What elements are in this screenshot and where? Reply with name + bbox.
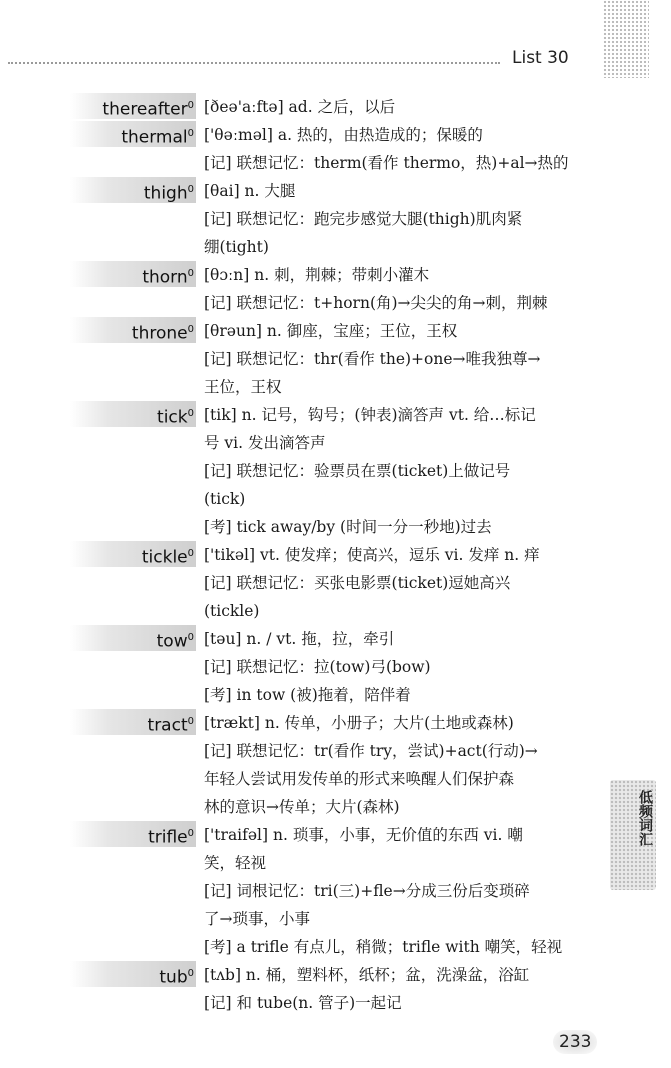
frequency-mark: 0: [187, 324, 194, 335]
headword: [132, 317, 194, 343]
entry-line: ['θəːməl] a. 热的，由热造成的；保暖的: [204, 126, 483, 144]
entry-body: [204, 93, 596, 121]
entry-line: [记] 联想记忆：验票员在票(ticket)上做记号: [204, 462, 511, 480]
headword: [144, 177, 194, 203]
entry-body: [204, 401, 596, 541]
entry-line: [记] 词根记忆：tri(三)+fle→分成三份后变琐碎: [204, 882, 530, 900]
entry-line: [θrəun] n. 御座，宝座；王位，王权: [204, 322, 458, 340]
entry-body: [204, 121, 596, 177]
entry-line: 笑，轻视: [204, 854, 267, 872]
frequency-mark: 0: [187, 632, 194, 643]
entry-line: 号 vi. 发出滴答声: [204, 434, 326, 452]
headword: [157, 401, 194, 427]
entry-line: [记] 联想记忆：买张电影票(ticket)逗她高兴: [204, 574, 511, 592]
entry-tow: [0, 625, 671, 709]
frequency-mark: 0: [187, 100, 194, 111]
entry-body: [204, 709, 596, 821]
entry-thigh: [0, 177, 671, 261]
entry-line: [trækt] n. 传单，小册子；大片(土地或森林): [204, 714, 514, 732]
frequency-mark: 0: [187, 184, 194, 195]
entry-tickle: [0, 541, 671, 625]
entry-line: [təu] n. / vt. 拖，拉，牵引: [204, 630, 395, 648]
entry-line: [记] 联想记忆：tr(看作 try，尝试)+act(行动)→: [204, 742, 538, 760]
headword-text: tow: [156, 631, 188, 652]
entry-list: [0, 93, 671, 1017]
entry-body: [204, 625, 596, 709]
headword: [121, 121, 194, 147]
entry-tract: [0, 709, 671, 821]
entry-line: [考] tick away/by (时间一分一秒地)过去: [204, 518, 492, 536]
frequency-mark: 0: [187, 408, 194, 419]
entry-body: [204, 541, 596, 625]
entry-body: [204, 317, 596, 401]
entry-line: [记] 和 tube(n. 管子)一起记: [204, 994, 402, 1012]
headword: [157, 625, 194, 651]
headword-text: throne: [131, 323, 188, 344]
entry-line: ['traifəl] n. 琐事，小事，无价值的东西 vi. 嘲: [204, 826, 523, 844]
frequency-mark: 0: [187, 716, 194, 727]
headword: [142, 541, 194, 567]
entry-line: 年轻人尝试用发传单的形式来唤醒人们保护森: [204, 770, 515, 788]
entry-thorn: [0, 261, 671, 317]
entry-tub: [0, 961, 671, 1017]
entry-throne: [0, 317, 671, 401]
entry-line: [记] 联想记忆：therm(看作 thermo，热)+al→热的: [204, 154, 569, 172]
entry-tick: [0, 401, 671, 541]
entry-body: [204, 961, 596, 1017]
entry-line: [θɔːn] n. 刺，荆棘；带刺小灌木: [204, 266, 430, 284]
headword-text: thereafter: [102, 99, 188, 120]
headword: [159, 961, 194, 987]
headword: [102, 93, 194, 119]
list-title: List 30: [512, 48, 569, 68]
entry-line: [记] 联想记忆：thr(看作 the)+one→唯我独尊→: [204, 350, 541, 368]
frequency-mark: 0: [187, 128, 194, 139]
entry-line: [θai] n. 大腿: [204, 182, 296, 200]
frequency-mark: 0: [187, 828, 194, 839]
entry-body: [204, 177, 596, 261]
entry-line: [考] a trifle 有点儿，稍微；trifle with 嘲笑，轻视: [204, 938, 563, 956]
headword-text: tickle: [141, 547, 188, 568]
entry-line: [记] 联想记忆：跑完步感觉大腿(thigh)肌肉紧: [204, 210, 523, 228]
entry-line: [tik] n. 记号，钩号；(钟表)滴答声 vt. 给…标记: [204, 406, 536, 424]
entry-line: ['tikəl] vt. 使发痒；使高兴，逗乐 vi. 发痒 n. 痒: [204, 546, 540, 564]
entry-line: (tick): [204, 490, 246, 508]
headword-text: thorn: [142, 267, 188, 288]
frequency-mark: 0: [187, 268, 194, 279]
entry-line: 绷(tight): [204, 238, 269, 256]
frequency-mark: 0: [187, 548, 194, 559]
headword: [148, 709, 194, 735]
entry-line: [记] 联想记忆：拉(tow)弓(bow): [204, 658, 431, 676]
entry-line: [ðeə'aːftə] ad. 之后，以后: [204, 98, 396, 116]
corner-decoration: [603, 0, 649, 78]
entry-body: [204, 261, 596, 317]
entry-line: 林的意识→传单；大片(森林): [204, 798, 400, 816]
headword: [142, 261, 194, 287]
headword-text: thermal: [121, 127, 188, 148]
frequency-mark: 0: [187, 968, 194, 979]
entry-line: 王位，王权: [204, 378, 282, 396]
entry-line: (tickle): [204, 602, 260, 620]
entry-body: [204, 821, 596, 961]
headword-text: tract: [147, 715, 188, 736]
entry-line: 了→琐事，小事: [204, 910, 310, 928]
headword-text: tub: [159, 967, 188, 988]
header-rule: [8, 62, 500, 64]
entry-thermal: [0, 121, 671, 177]
entry-line: [考] in tow (被)拖着，陪伴着: [204, 686, 411, 704]
entry-line: [记] 联想记忆：t+horn(角)→尖尖的角→刺，荆棘: [204, 294, 548, 312]
page-number: 233: [553, 1030, 597, 1054]
headword-text: thigh: [143, 183, 188, 204]
entry-trifle: [0, 821, 671, 961]
entry-thereafter: [0, 93, 671, 121]
headword-text: trifle: [148, 827, 188, 848]
entry-line: [tʌb] n. 桶，塑料杯，纸杯；盆，洗澡盆，浴缸: [204, 966, 530, 984]
side-tab: [610, 780, 656, 890]
headword: [148, 821, 194, 847]
side-tab-label: 低频词汇: [637, 790, 653, 846]
headword-text: tick: [157, 407, 188, 428]
